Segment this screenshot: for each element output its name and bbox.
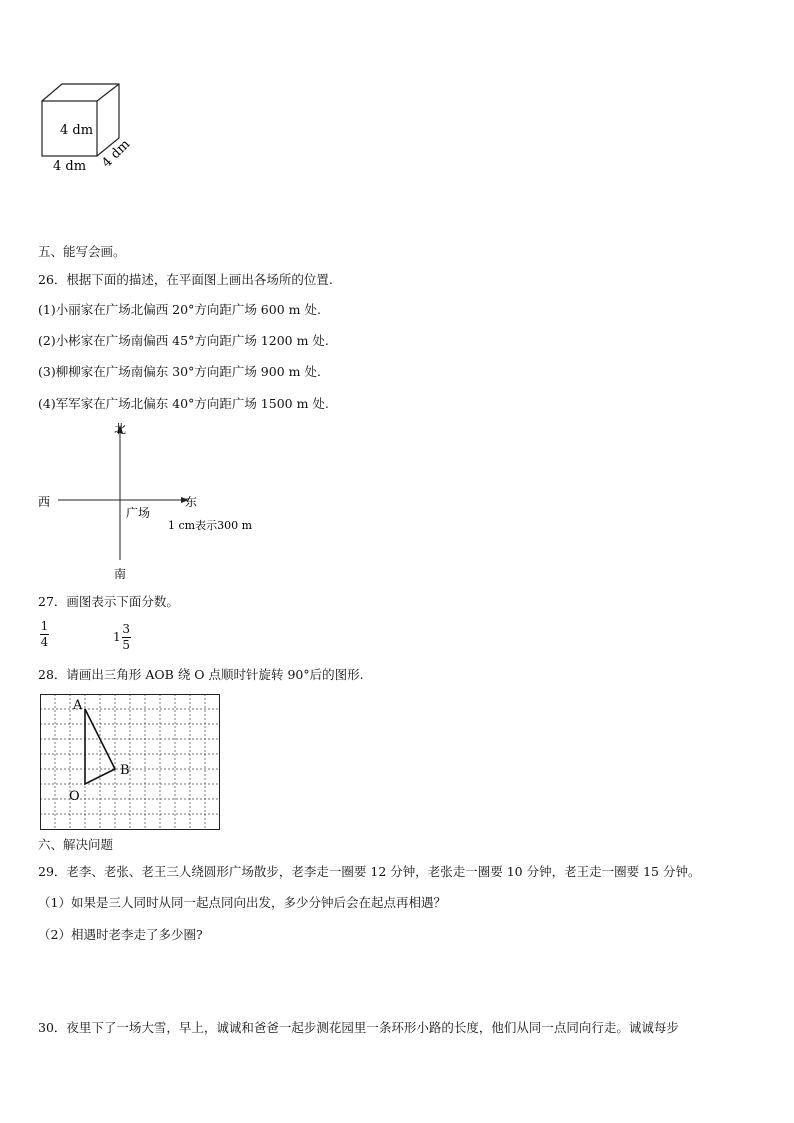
q29-title: 29．老李、老张、老王三人绕圆形广场散步，老李走一圈要 12 分钟，老张走一圈要 10 分钟，老王走一圈要 15 分钟。 (38, 864, 701, 879)
rotation-grid (40, 694, 222, 832)
fraction-denominator: 4 (40, 635, 49, 649)
scale-label: 1 cm表示300 m (168, 519, 253, 532)
fraction-numerator: 1 (40, 619, 49, 633)
q26-item-2: (2)小彬家在广场南偏西 45°方向距广场 1200 m 处. (38, 333, 329, 348)
q27-title: 27．画图表示下面分数。 (38, 594, 179, 609)
q26-item-1: (1)小丽家在广场北偏西 20°方向距广场 600 m 处. (38, 302, 321, 317)
mixed-whole: 1 (113, 630, 121, 644)
point-a-label: A (73, 698, 83, 713)
section6-title: 六、解决问题 (38, 837, 114, 852)
cube-bottom-label: 4 dm (53, 159, 87, 174)
west-label: 西 (38, 495, 51, 509)
compass-map (34, 420, 274, 585)
q29-sub2: （2）相遇时老李走了多少圈? (38, 927, 203, 942)
q29-sub1: （1）如果是三人同时从同一起点同向出发，多少分钟后会在起点再相遇？ (38, 895, 446, 910)
q28-title: 28．请画出三角形 AOB 绕 O 点顺时针旋转 90°后的图形. (38, 667, 364, 682)
cube-figure (36, 80, 146, 180)
east-label: 东 (185, 495, 198, 509)
plaza-label: 广场 (126, 506, 151, 520)
fraction-one-quarter (40, 620, 49, 649)
section5-title: 五、能写会画。 (38, 244, 126, 259)
q26-item-3: (3)柳柳家在广场南偏东 30°方向距广场 900 m 处. (38, 364, 321, 379)
point-o-label: O (69, 789, 80, 804)
cube-front-label: 4 dm (60, 123, 94, 138)
north-label: 北 (114, 422, 127, 436)
mixed-number (113, 620, 131, 654)
south-label: 南 (114, 567, 127, 581)
cube-side-label: 4 dm (99, 136, 134, 171)
fraction-denominator: 5 (122, 637, 130, 652)
fraction-numerator: 3 (122, 621, 130, 636)
q30-title: 30．夜里下了一场大雪，早上，诚诚和爸爸一起步测花园里一条环形小路的长度，他们从同一点同向行走。诚诚每步 (38, 1020, 679, 1035)
q26-title: 26．根据下面的描述，在平面图上画出各场所的位置. (38, 272, 333, 287)
q26-item-4: (4)军军家在广场北偏东 40°方向距广场 1500 m 处. (38, 396, 329, 411)
mixed-fraction (122, 623, 131, 652)
point-b-label: B (120, 763, 130, 778)
